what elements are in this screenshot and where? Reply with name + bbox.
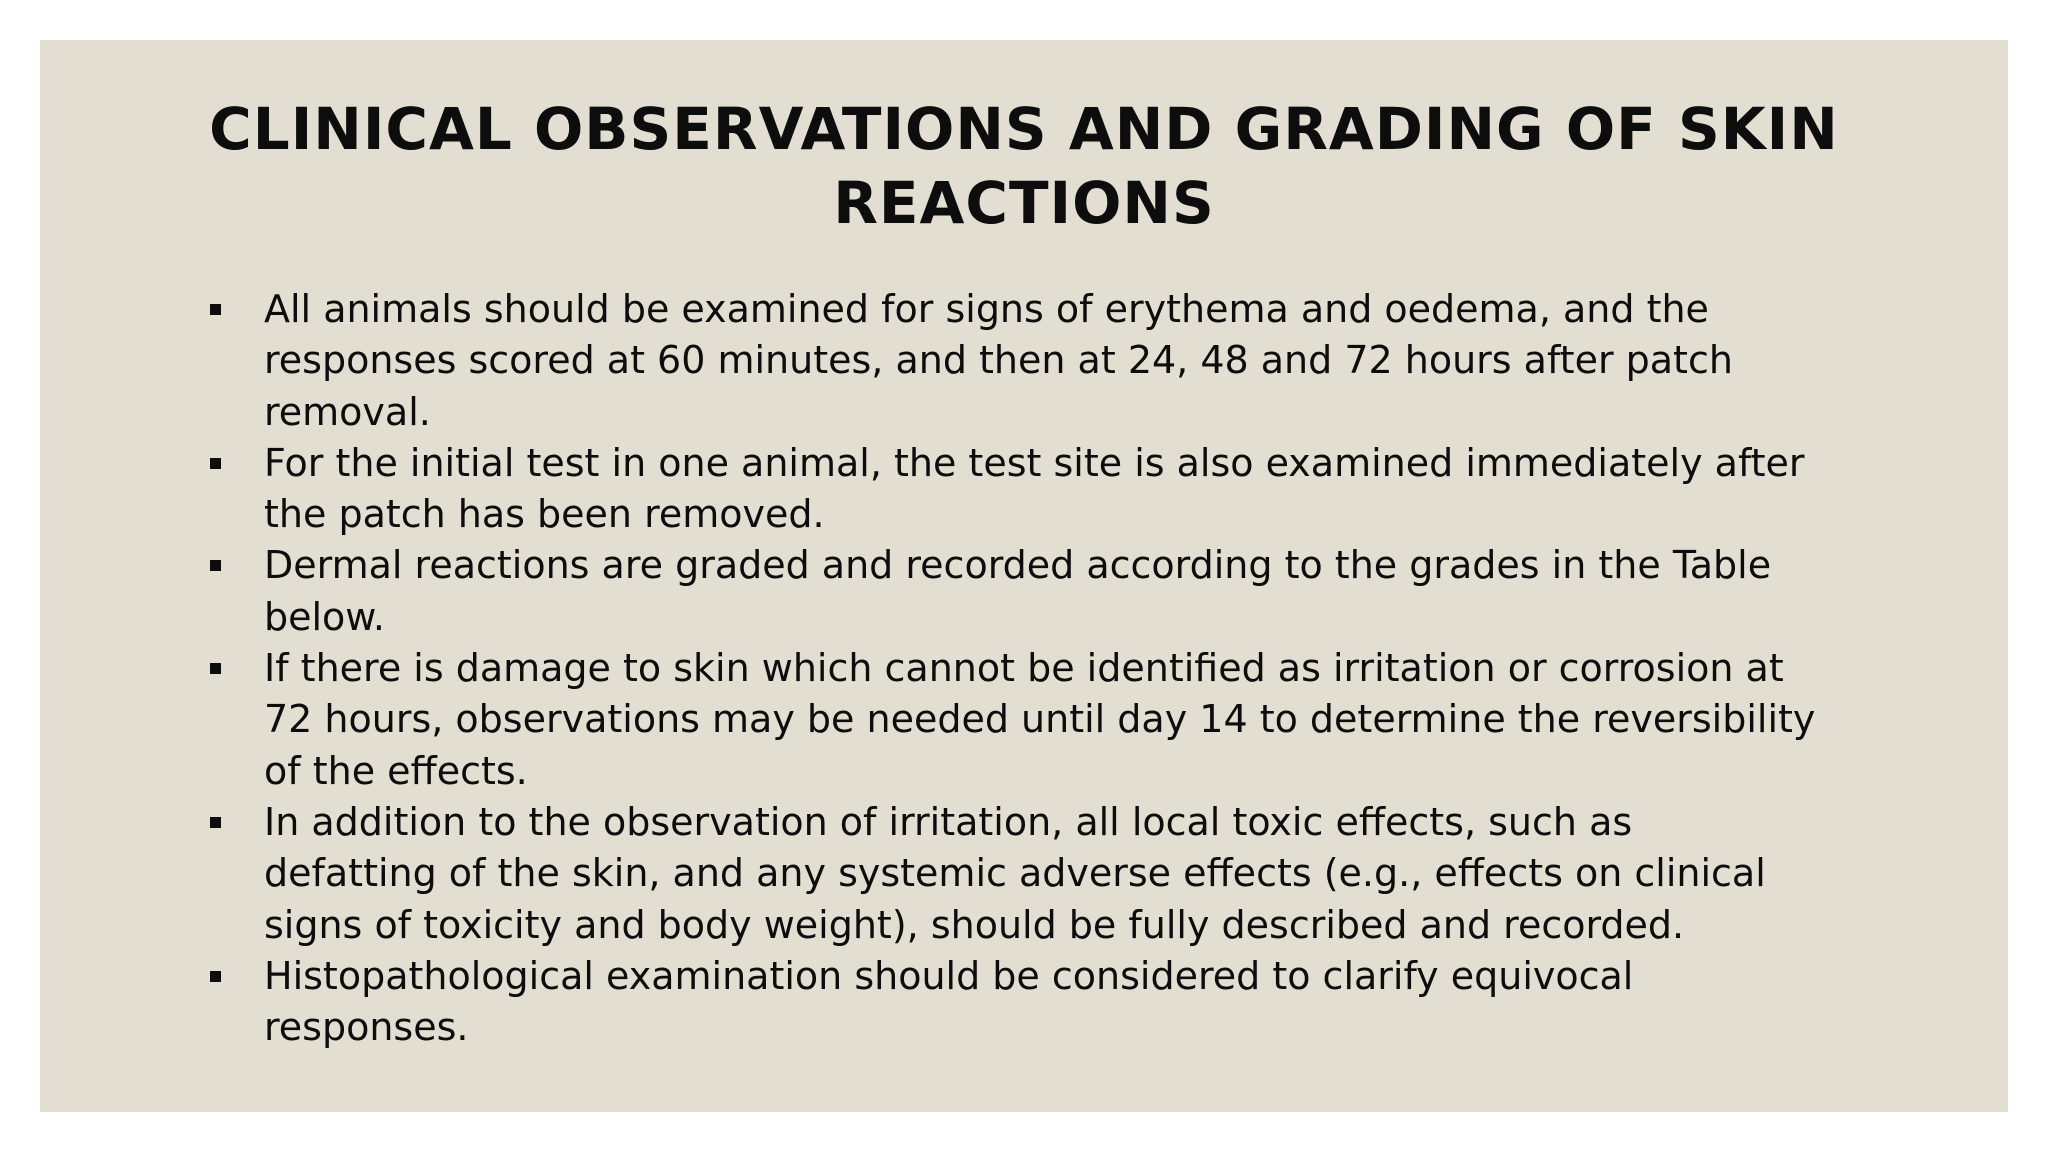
bullet-item xyxy=(210,284,1950,438)
bullet-line: signs of toxicity and body weight), should be fully described and recorded. xyxy=(264,902,1685,947)
bullet-item xyxy=(210,540,1950,643)
bullet-line: removal. xyxy=(264,389,431,434)
bullet-item xyxy=(210,797,1950,951)
square-bullet-icon xyxy=(210,817,221,828)
square-bullet-icon xyxy=(210,971,221,982)
bullet-line: Dermal reactions are graded and recorded according to the grades in the Table xyxy=(264,543,1772,588)
bullet-line: All animals should be examined for signs of erythema and oedema, and the xyxy=(264,287,1709,331)
slide-title-line-1: CLINICAL OBSERVATIONS AND GRADING OF SKIN xyxy=(209,95,1839,163)
slide xyxy=(40,40,2008,1112)
bullet-line: Histopathological examination should be considered to clarify equivocal xyxy=(264,953,1634,998)
bullet-list xyxy=(210,284,1950,1053)
bullet-line: below. xyxy=(264,594,385,639)
bullet-line: In addition to the observation of irritation, all local toxic effects, such as xyxy=(264,799,1633,844)
slide-title xyxy=(40,92,2008,240)
bullet-line: For the initial test in one animal, the test site is also examined immediately after xyxy=(264,440,1805,485)
bullet-line: the patch has been removed. xyxy=(264,492,825,537)
bullet-line: responses. xyxy=(264,1005,469,1050)
slide-title-line-2: REACTIONS xyxy=(833,169,1215,237)
bullet-line: If there is damage to skin which cannot be identified as irritation or corrosion at xyxy=(264,646,1784,691)
square-bullet-icon xyxy=(210,663,221,674)
bullet-item xyxy=(210,643,1950,797)
bullet-line: defatting of the skin, and any systemic adverse effects (e.g., effects on clinical xyxy=(264,851,1766,896)
bullet-line: of the effects. xyxy=(264,748,528,793)
square-bullet-icon xyxy=(210,304,221,315)
bullet-item xyxy=(210,438,1950,541)
square-bullet-icon xyxy=(210,458,221,469)
bullet-line: responses scored at 60 minutes, and then at 24, 48 and 72 hours after patch xyxy=(264,338,1733,383)
bullet-item xyxy=(210,951,1950,1054)
square-bullet-icon xyxy=(210,560,221,571)
bullet-line: 72 hours, observations may be needed until day 14 to determine the reversibility xyxy=(264,697,1816,742)
